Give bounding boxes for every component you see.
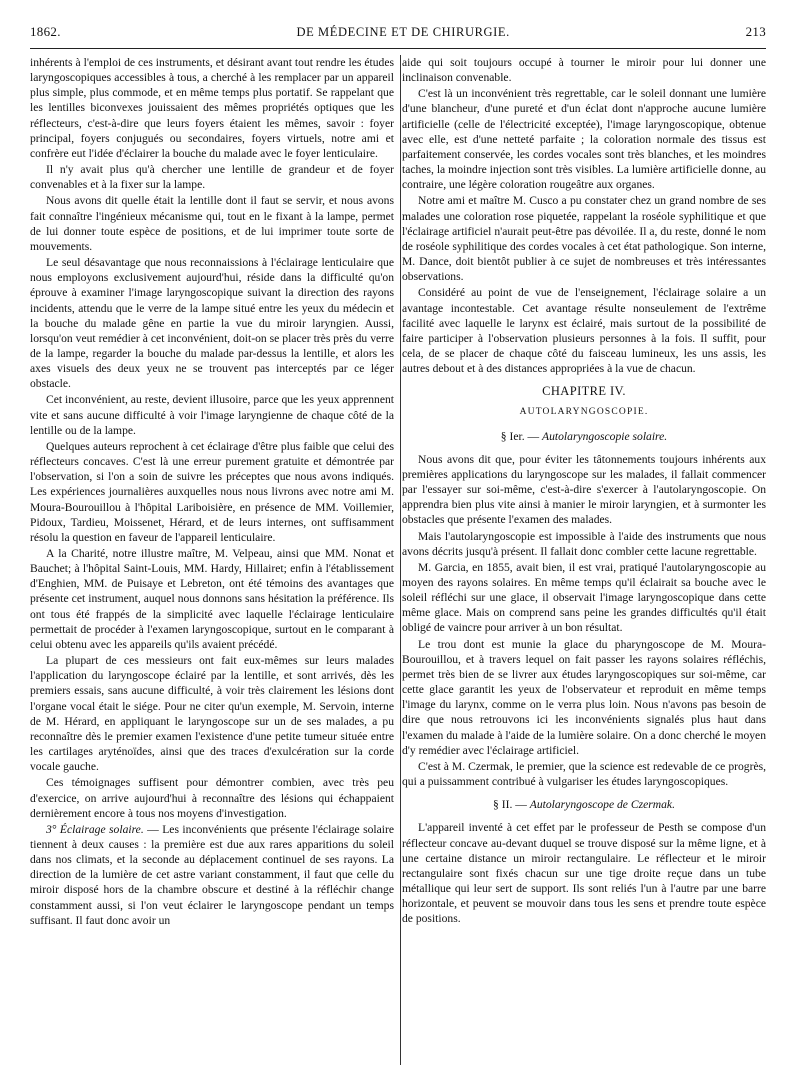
solar-lighting-paragraph [30,822,394,928]
header-rule [30,48,766,49]
header-year: 1862. [30,24,61,39]
section-number: § Ier. — [500,429,540,443]
solar-lighting-text: — Les inconvénients que présente l'éclairage solaire tiennent à deux causes : la première est due aux rares apparitions du soleil dans nos climats, et la seconde au déplacement continuel de ses rayons. La direction de la lumière de cet astre variant constamment, il faut que celle du miroir disposé hors de la chambre obscure et destiné à la réfléchir change constamment aussi, si l'on veut éclairer le laryngoscope pendant un temps suffisant. Il faut donc avoir un [30,822,394,927]
running-head [30,24,766,46]
section-heading-2 [402,797,766,812]
paragraph: inhérents à l'emploi de ces instruments, et désirant avant tout rendre les études laryngoscopiques accessibles à tous, a cherché à les remplacer par un appareil plus simple, plus commode, et en même temps plus portatif. Se rappelant que les lentilles biconvexes jouissaient des mêmes propriétés optiques que les réflecteurs, c'est-à-dire que leurs foyers étaient les mêmes, savoir : foyer principal, foyers conjugués ou secondaires, foyers virtuels, notre ami et confrère eut l'idée d'éclairer la bouche du malade avec le foyer lenticulaire. [30,56,394,160]
paragraph: C'est là un inconvénient très regrettable, car le soleil donnant une lumière d'une blancheur, d'une pureté et d'un éclat dont n'approche aucune lumière artificielle (celle de l'électricité exceptée), l'image laryngoscopique, obtenue avec elle, est d'une netteté parfaite ; la coloration normale des tissus est parfaitement conservée, les cordes vocales sont très blanches, et les moindres taches, la moindre injection sont très visibles. La lumière artificielle donne, au contraire, une légère coloration rougeâtre aux organes. [402,87,766,192]
paragraph: A la Charité, notre illustre maître, M. Velpeau, ainsi que MM. Nonat et Bauchet; à l'hôpital Saint-Louis, MM. Hardy, Hillairet; enfin à l'établissement d'Enghien, MM. de Puisaye et Lebreton, ont été témoins des avantages que présente cet instrument, auquel nous donnons sans hésitation la préférence. Ils ont tous été frappés de la simplicité avec laquelle l'éclairage lenticulaire permettait de procéder à l'examen laryngoscopique, surtout en le comparant à celui obtenu avec les appareils qu'ils avaient précédé. [30,547,394,651]
paragraph: Il n'y avait plus qu'à chercher une lentille de grandeur et de foyer convenables et à la fixer sur la lampe. [30,163,394,192]
section-heading-1 [402,429,766,444]
paragraph: Quelques auteurs reprochent à cet éclairage d'être plus faible que celui des réflecteurs concaves. C'est là une erreur purement gratuite et démontrée par l'observation, si l'on a soin de suivre les préceptes que nous avons indiqués. Les expériences journalières auxquelles nous nous livrons avec notre ami M. Moura-Bourouillou à l'hôpital Lariboisière, en présence de MM. Voillemier, Pidoux, Tardieu, Moissenet, Hérard, et de leurs internes, ont suffisamment résolu la question en faveur de l'appareil lenticulaire. [30,439,394,544]
paragraph: Ces témoignages suffisent pour démontrer combien, avec très peu d'exercice, on arrive aujourd'hui à reconnaître des lésions qui échappaient dernièrement encore à tous nos moyens d'investigation. [30,776,394,820]
paragraph: Le seul désavantage que nous reconnaissions à l'éclairage lenticulaire que nous employons exclusivement aujourd'hui, réside dans la difficulté qu'on éprouve à examiner l'image laryngoscopique suivant la direction des rayons incidents, attendu que le verre de la lampe situé entre les yeux du médecin et la bouche du malade gêne en partie la vue du miroir laryngien. Aussi, lorsqu'on veut remédier à cet inconvénient, doit-on se placer très près du verre de la lampe, regarder la bouche du malade par-dessus la lentille, et alors les axes visuels des deux yeux ne se trouvent pas interceptés par ce léger obstacle. [30,256,394,391]
page-number: 213 [745,24,766,39]
paragraph: Mais l'autolaryngoscopie est impossible à l'aide des instruments que nous avons décrits jusqu'à présent. Il fallait donc combler cette lacune regrettable. [402,529,766,558]
chapter-subtitle: AUTOLARYNGOSCOPIE. [519,407,649,418]
paragraph: Considéré au point de vue de l'enseignement, l'éclairage solaire a un avantage incontestable. Cet avantage résulte nonseulement de l'extrême facilité avec laquelle le larynx est éclairé, mais surtout de la possibilité de faire participer à l'observation plusieurs personnes à la fois. Il suffit, pour cela, de se placer de chaque côté du faisceau lumineux, les uns assis, les autres debout et à des distances appropriées à la vue de chacun. [402,286,766,376]
paragraph: La plupart de ces messieurs ont fait eux-mêmes sur leurs malades l'application du laryngoscope éclairé par la lentille, et sont arrivés, dès les premiers essais, sans aucune difficulté, à voir très clairement les lésions dont l'organe vocal était le siége. Pour ne citer qu'un exemple, M. Servoin, interne de M. Hérard, en appliquant le laryngoscope sur un de ses malades, a pu reconnaître dès le premier examen l'existence d'une petite tumeur située entre les cartilages aryténoïdes, ainsi que des traces d'exulcération sur la corde vocale gauche. [30,654,394,774]
paragraph: M. Garcia, en 1855, avait bien, il est vrai, pratiqué l'autolaryngoscopie au moyen des rayons solaires. En même temps qu'il éclairait sa bouche avec le soleil réfléchi sur une glace, il observait l'image laryngoscopique dans cette même glace. Mais on comprend sans peine les grandes difficultés qu'il était obligé de vaincre pour arriver à un bon résultat. [402,560,766,635]
paragraph: Le trou dont est munie la glace du pharyngoscope de M. Moura-Bourouillou, et à travers lequel on fait passer les rayons solaires réfléchis, permet très bien de se livrer aux études laryngoscopiques sur soi-même, car cette glace garantit les yeux de l'observateur et reproduit en même temps l'image du larynx, comme on le verra plus loin. Nous n'avons pas besoin de dire que nous retrouvons ici les inconvénients signalés plus haut dans l'examen du malade à l'aide de la lumière solaire. On a donc cherché le moyen d'y remédier avec l'éclairage artificiel. [402,637,766,757]
section-title: Autolaryngoscopie solaire. [542,429,668,443]
chapter-title: CHAPITRE IV. [542,384,626,399]
solar-lighting-heading: 3° Éclairage solaire. [46,822,144,836]
paragraph: Notre ami et maître M. Cusco a pu constater chez un grand nombre de ses malades une coloration rose piquetée, rappelant la roséole syphilitique et que l'éclairage artificiel n'aurait peut-être pas dévoilée. Il a, du reste, donné le nom de roséole syphilitique des cordes vocales à cet état pathologique. Son interne, M. Dance, doit bientôt publier à ce sujet de nombreuses et très intéressantes observations. [402,194,766,284]
section-number: § II. — [493,798,527,812]
paragraph: C'est à M. Czermak, le premier, que la science est redevable de ce progrès, qui a puissamment contribué à vulgariser les études laryngoscopiques. [402,759,766,789]
paragraph: Cet inconvénient, au reste, devient illusoire, parce que les yeux apprennent vite et sans aucune difficulté à voir l'image laryngienne de chaque côté de la lentille ou de la lampe. [30,393,394,437]
column-divider [400,55,401,1065]
paragraph: aide qui soit toujours occupé à tourner le miroir pour lui donner une inclinaison convenable. [402,56,766,85]
paragraph: L'appareil inventé à cet effet par le professeur de Pesth se compose d'un réflecteur concave au-devant duquel se trouve disposé sur la même ligne, et à une certaine distance un miroir rectangulaire. Le réflecteur et le miroir rectangulaire sont fixés chacun sur une tige droite reçue dans un tube métallique qui leur sert de support. Ils sont reliés l'un à l'autre par une barre horizontale, et peuvent se mouvoir dans tous les sens et prendre toute espèce de positions. [402,821,766,926]
paragraph: Nous avons dit que, pour éviter les tâtonnements toujours inhérents aux premières applications du laryngoscope sur les malades, il fallait commencer par l'essayer sur soi-même, c'est-à-dire s'exercer à l'autolaryngoscopie. On apprendra bien plus vite ainsi à manier le miroir laryngien, et à surmonter les obstacles que présente l'examen des malades. [402,452,766,527]
paragraph: Nous avons dit quelle était la lentille dont il faut se servir, et nous avons fait connaître l'ingénieux mécanisme qui, tout en le fixant à la lampe, permet de lui donner toute espèce de positions, et de lui imprimer toute sorte de mouvements. [30,194,394,253]
header-title: DE MÉDECINE ET DE CHIRURGIE. [296,25,510,39]
right-column [402,55,766,929]
text-columns [30,55,766,929]
section-title: Autolaryngoscope de Czermak. [529,798,675,812]
left-column [30,55,394,929]
